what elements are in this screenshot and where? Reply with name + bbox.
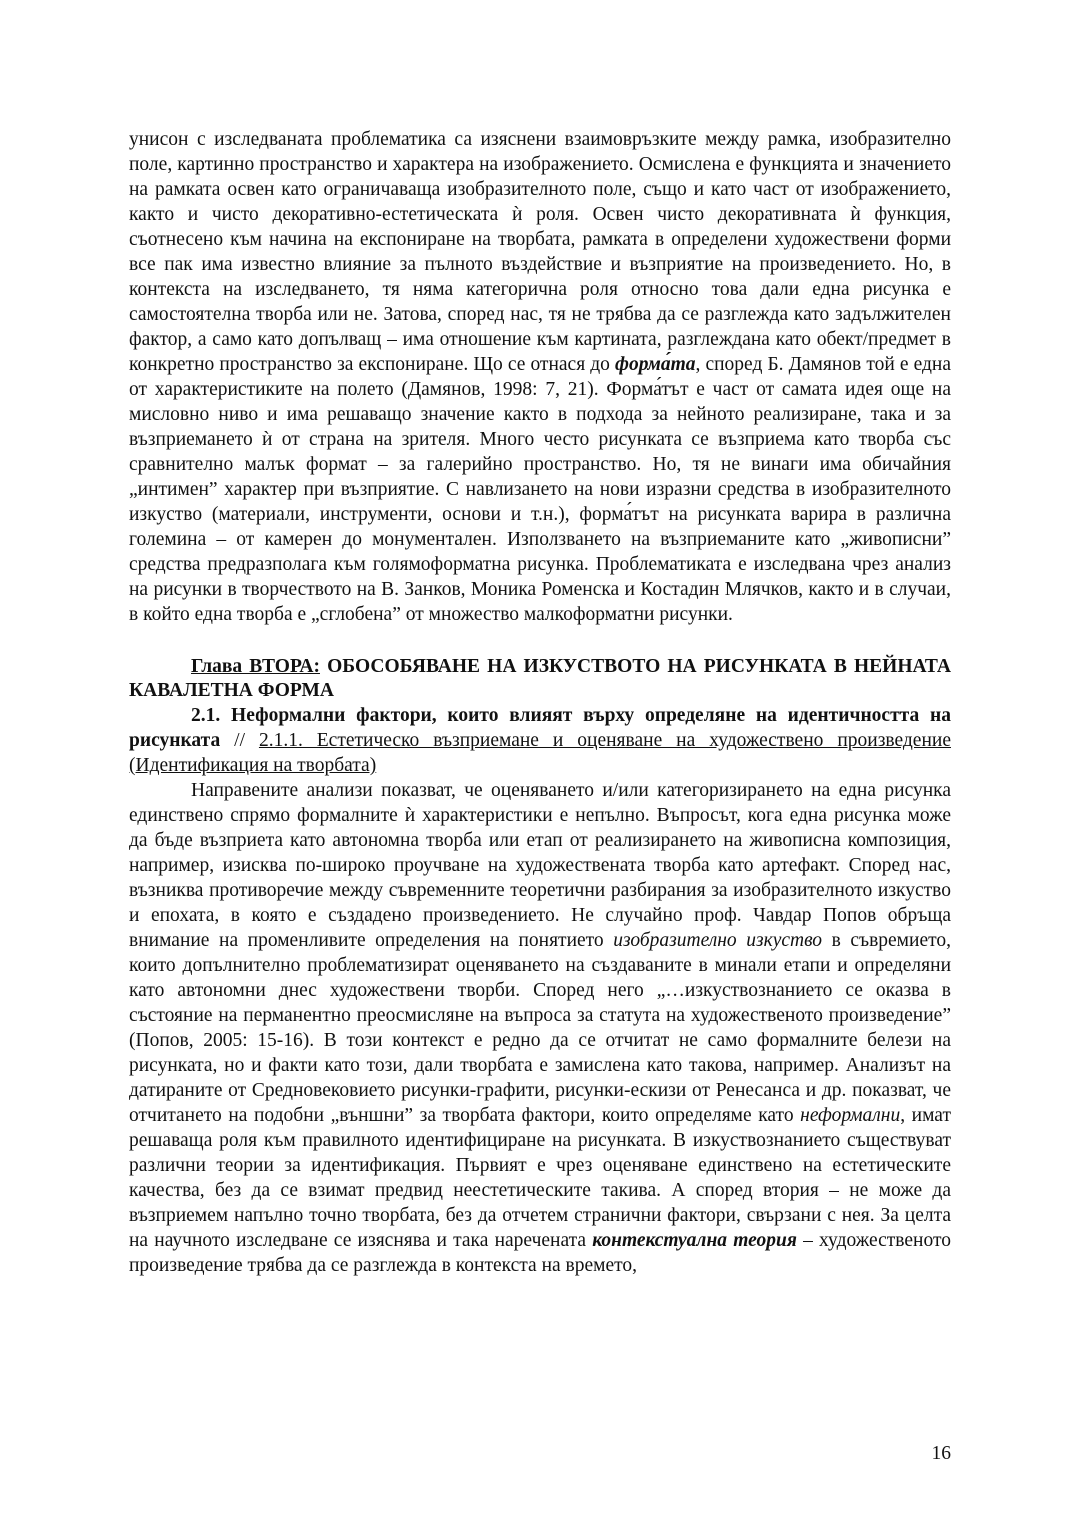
- paragraph-text: , имат решаваща роля към правилното идентифициране на рисунката. В изкуствознанието съществуват различни теории за идентификация. Първият е чрез оценяване единствено на естетическите качества, без да се взимат предвид неестетическите такива. А според втория – не може да възприемем напълно точно творбата, без да отчетем странични фактори, свързани с нея. За целта на научното изследване се изяснява и така наречената: [129, 1105, 951, 1251]
- subsection-title: 2.1.1. Естетическо възприемане и оценяване на художествено произведение: [258, 730, 951, 751]
- section-heading: [129, 703, 951, 778]
- paragraph-text: , според Б. Дамянов той е една от характеристиките на полето (Дамянов, 1998: 7, 21). Форма́тът е част от самата идея още на мисловно ниво и има решаващо значение както в подхода за нейното реализиране, така и за възприемането ѝ от страна на зрителя. Много често рисунката се възприема като творба със сравнително малък формат – за галерийно пространство. Но, тя не винаги има обичайния „интимен” характер при възприятие. С навлизането на нови изразни средства в изобразителното изкуство (материали, инструменти, основи и т.н.), форма́тът на рисунката варира в различна големина – от камерен до монументален. Използването на възприеманите като „живописни” средства предразполага към голямоформатна рисунка. Проблематиката е изследвана чрез анализ на рисунки в творчеството на В. Занков, Моника Роменска и Костадин Млячков, както и в случаи, в който една творба е „сглобена” от множество малкоформатни рисунки.: [129, 354, 952, 625]
- body-paragraph: [129, 778, 951, 1278]
- page-number: 16: [931, 1443, 951, 1464]
- italic-term: неформални: [800, 1105, 901, 1126]
- paragraph-text: в съвремието, които допълнително проблематизират оценяването на създаваните в минали етапи и определяни като автономни днес художествени творби. Според него „…изкуствознанието се оказва в състояние на перманентно преосмисляне на въпроса за статута на художественото произведение” (Попов, 2005: 15-16). В този контекст е редно да се отчитат не само формалните белези на рисунката, но и факти като този, дали творбата е замислена като такова, например. Анализът на датираните от Средновековието рисунки-графити, рисунки-ескизи от Ренесанса и др. показват, че отчитането на подобни „външни” за творбата фактори, които определяме като: [129, 930, 952, 1126]
- chapter-heading: [129, 655, 951, 703]
- paragraph-text: – художественото произведение трябва да се разглежда в контекста на времето,: [129, 1230, 951, 1276]
- section-title: 2.1. Неформални фактори, които влияят върху определяне на идентичността на рисунката: [129, 705, 951, 751]
- term-contextual-theory: контекстуална теория: [592, 1230, 797, 1251]
- chapter-label: Глава ВТОРА:: [191, 656, 320, 677]
- section-separator: //: [220, 730, 259, 751]
- document-page: [129, 127, 951, 1278]
- body-paragraph: [129, 127, 951, 627]
- subsection-note: (Идентификация на творбата): [129, 755, 377, 776]
- paragraph-text: унисон с изследваната проблематика са изяснени взаимовръзките между рамка, изобразително поле, картинно пространство и характера на изображението. Осмислена е функцията и значението на рамката освен като ограничаваща изобразителното поле, също и като част от изображението, както и чисто декоративно-естетическата ѝ роля. Освен чисто декоративната ѝ функция, съотнесено към начина на експониране на творбата, рамката в определени художествени форми все пак има известно влияние за пълното въздействие и възприятие на произведението. Но, в контекста на изследването, тя няма категорична роля относно това дали една рисунка е самостоятелна творба или не. Затова, според нас, тя не трябва да се разглежда като задължителен фактор, а само като допълващ – има отношение към картината, разглеждана като обект/предмет в конкретно пространство за експониране. Що се отнася до: [129, 129, 951, 375]
- italic-term: изобразително изкуство: [613, 930, 823, 951]
- term-format: форма́та: [615, 354, 696, 375]
- chapter-title: ОБОСОБЯВАНЕ НА ИЗКУСТВОТО НА РИСУНКАТА В НЕЙНАТА КАВАЛЕТНА ФОРМА: [129, 656, 951, 701]
- paragraph-text: Направените анализи показват, че оценяването и/или категоризирането на една рисунка единствено спрямо формалните ѝ характеристики е непълно. Въпросът, кога една рисунка може да бъде възприета като автономна творба или етап от реализирането на живописна композиция, например, изисква по-широко проучване на художествената творба като артефакт. Според нас, възниква противоречие между съвременните теоретични разбирания за изобразителното изкуство и епохата, в която е създадено произведението. Не случайно проф. Чавдар Попов обръща внимание на променливите определения на понятието: [129, 780, 951, 951]
